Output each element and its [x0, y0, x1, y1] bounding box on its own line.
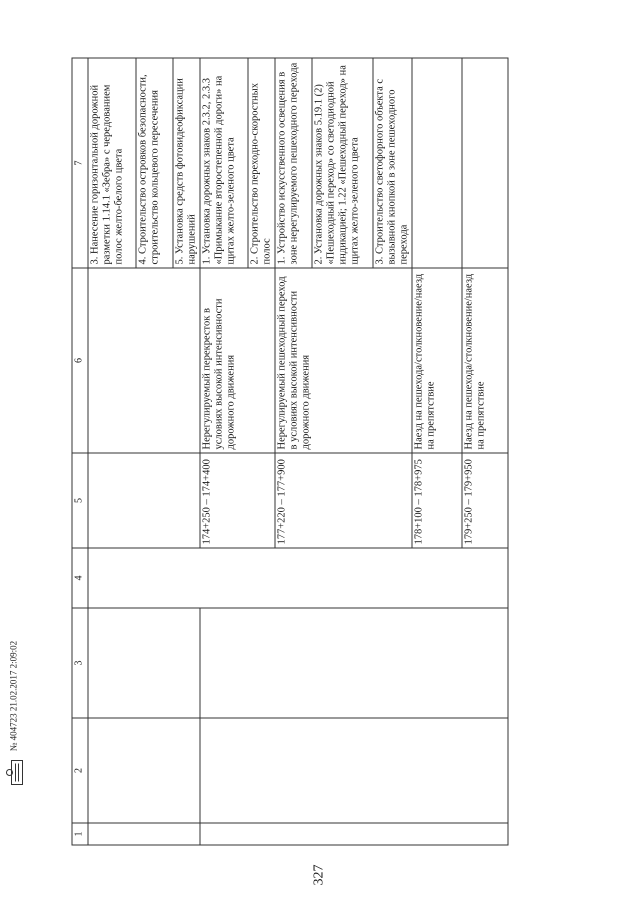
page-number: 327 — [311, 864, 327, 886]
cell — [88, 608, 200, 718]
col-header: 6 — [72, 268, 88, 453]
cell: 177+220 – 177+900 — [275, 453, 412, 548]
cell — [200, 718, 508, 823]
col-header: 5 — [72, 453, 88, 548]
table-row — [88, 58, 136, 845]
cell: 1. Установка дорожных знаков 2.3.2, 2.3.3 «Примыкание второстепенной дороги» на щитах желто-зеленого цвета — [200, 58, 248, 268]
cell — [200, 608, 508, 718]
government-stamp-icon — [6, 760, 24, 786]
cell — [200, 823, 508, 845]
cell: 4. Строительство островков безопасности, строительство кольцевого пересечения — [136, 58, 173, 268]
cell: 2. Установка дорожных знаков 5.19.1 (2) «Пешеходный переход» со светодиодной индикацией; 1.22 «Пешеходный переход» на щитах желто-зеленого цвета — [312, 58, 373, 268]
col-header: 1 — [72, 823, 88, 845]
rotated-page — [8, 59, 569, 886]
cell — [88, 548, 508, 608]
cell: Наезд на пешехода/столкновение/наезд на препятствие — [462, 268, 508, 453]
col-header: 3 — [72, 608, 88, 718]
cell: 3. Строительство светофорного объекта с вызывной кнопкой в зоне пешеходного перехода — [373, 58, 412, 268]
cell — [88, 718, 200, 823]
cell — [88, 268, 200, 453]
cell: 179+250 – 179+950 — [462, 453, 508, 548]
col-header: 2 — [72, 718, 88, 823]
measures-table — [72, 58, 509, 846]
document-footer — [6, 536, 24, 786]
cell: Нерегулируемый перекресток в условиях высокой интенсивности дорожного движения — [200, 268, 275, 453]
cell — [462, 58, 508, 268]
cell: Наезд на пешехода/столкновение/наезд на препятствие — [412, 268, 462, 453]
cell: 178+100 – 178+975 — [412, 453, 462, 548]
col-header: 4 — [72, 548, 88, 608]
cell: 2. Строительство переходно-скоростных полос — [248, 58, 275, 268]
cell: Нерегулируемый пешеходный переход в условиях высокой интенсивности дорожного движения — [275, 268, 412, 453]
cell: 174+250 – 174+400 — [200, 453, 275, 548]
cell: 3. Нанесение горизонтальной дорожной разметки 1.14.1 «Зебра» с чередованием полос желто-белого цвета — [88, 58, 136, 268]
cell — [88, 823, 200, 845]
cell: 5. Установка средств фотовидеофиксации нарушений — [173, 58, 200, 268]
table-header-row — [72, 58, 88, 845]
table-row — [200, 58, 248, 845]
cell: 1. Устройство искусственного освещения в зоне нерегулируемого пешеходного перехода — [275, 58, 312, 268]
cell — [412, 58, 462, 268]
col-header: 7 — [72, 58, 88, 268]
cell — [88, 453, 200, 548]
document-id-stamp: № 404723 21.02.2017 2:09:02 — [8, 640, 19, 752]
